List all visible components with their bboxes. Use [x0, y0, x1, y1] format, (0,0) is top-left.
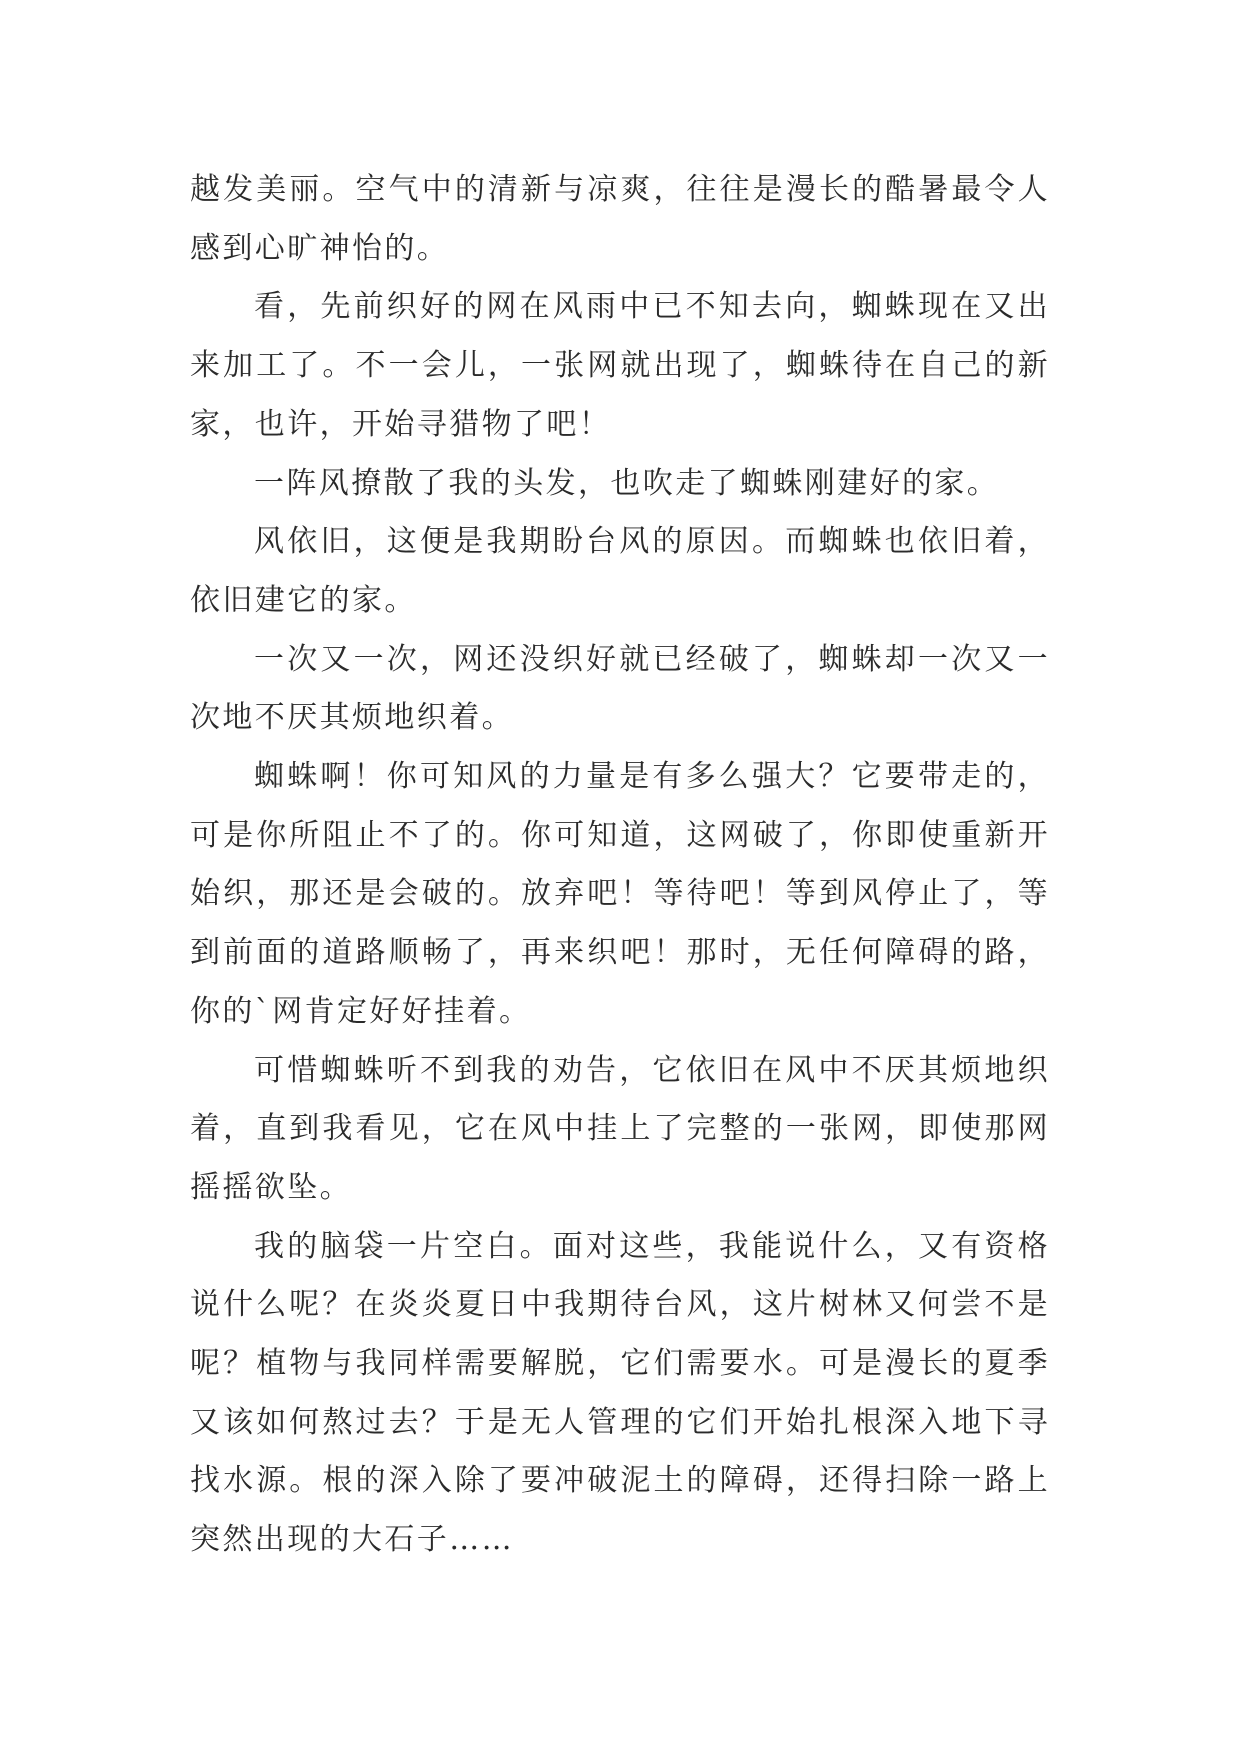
paragraph-4: 风依旧，这便是我期盼台风的原因。而蜘蛛也依旧着，依旧建它的家。: [190, 524, 1050, 618]
paragraph-8: 我的脑袋一片空白。面对这些，我能说什么，又有资格说什么呢？在炎炎夏日中我期待台风，这片树林又何尝不是呢？植物与我同样需要解脱，它们需要水。可是漫长的夏季又该如何熬过去？于是无人管理的它们开始扎根深入地下寻找水源。根的深入除了要冲破泥土的障碍，还得扫除一路上突然出现的大石子……: [190, 1228, 1050, 1558]
paragraph-7: 可惜蜘蛛听不到我的劝告，它依旧在风中不厌其烦地织着，直到我看见，它在风中挂上了完整的一张网，即使那网摇摇欲坠。: [190, 1052, 1050, 1205]
paragraph-1: 越发美丽。空气中的清新与凉爽，往往是漫长的酷暑最令人感到心旷神怡的。: [190, 172, 1050, 266]
paragraph-2: 看，先前织好的网在风雨中已不知去向，蜘蛛现在又出来加工了。不一会儿，一张网就出现了，蜘蛛待在自己的新家，也许，开始寻猎物了吧！: [190, 289, 1050, 442]
paragraph-6: 蜘蛛啊！你可知风的力量是有多么强大？它要带走的，可是你所阻止不了的。你可知道，这网破了，你即使重新开始织，那还是会破的。放弃吧！等待吧！等到风停止了，等到前面的道路顺畅了，再来织吧！那时，无任何障碍的路，你的`网肯定好好挂着。: [190, 759, 1050, 1029]
document-body: [190, 161, 1050, 1570]
paragraph-3: 一阵风撩散了我的头发，也吹走了蜘蛛刚建好的家。: [254, 465, 1000, 501]
paragraph-5: 一次又一次，网还没织好就已经破了，蜘蛛却一次又一次地不厌其烦地织着。: [190, 641, 1050, 736]
